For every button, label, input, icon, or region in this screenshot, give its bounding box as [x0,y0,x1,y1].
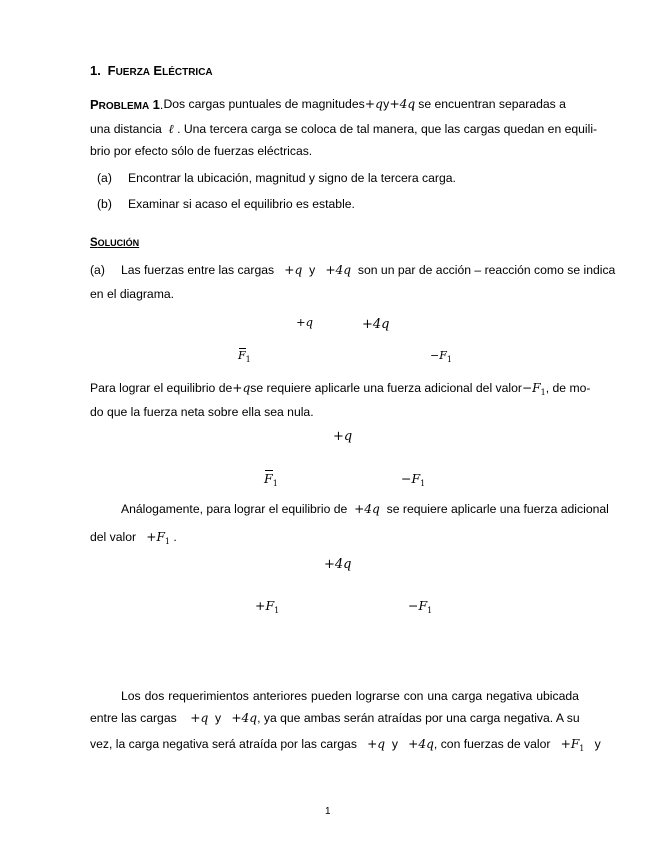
text: , ya que ambas serán atraídas por una carga negativa. A su [257,711,580,725]
text: del valor [90,530,137,544]
text: . Una tercera carga se coloca de tal manera, que las cargas quedan en equili- [177,122,598,136]
section-title [90,63,213,78]
d2-charge: +q [333,429,353,444]
paragraph-3-line-2 [90,530,177,546]
d1-charge-left: +q [296,315,313,329]
force-symbol: −F [401,471,421,486]
problem-number: 1 [152,97,160,112]
force-symbol: −F [521,381,541,395]
problem-line-2 [90,122,597,137]
paragraph-3-line-1 [121,502,609,516]
text: do que la fuerza neta sobre ella sea nula. [90,405,314,419]
force-symbol: +F [560,737,580,751]
subscript: 1 [272,479,278,488]
text: Dos cargas puntuales de magnitudes [163,97,365,111]
heading-cap: S [90,237,98,249]
item-label: (a) [97,171,112,185]
title-rest: LÉCTRICA [162,67,213,78]
math-charge: +4q [408,737,434,751]
text: Los dos requerimientos anteriores pueden lograrse con una carga negativa ubicada [121,689,579,703]
problem-line-3 [90,144,312,158]
force-symbol: −F [430,349,447,362]
subscript: 1 [540,388,546,397]
solution-a-line-1: (a) Las fuerzas entre las cargas +q y +4q son un par de acción – reacción como se indica [90,263,616,277]
charge-dot-4q [371,336,375,340]
paragraph-4-line-3: vez, la carga negativa será atraída por las cargas +q y +4q, con fuerzas de valor $+F_1$ y [90,737,601,753]
math-charge: +q [364,97,383,111]
force-symbol: +F [146,530,165,544]
force-symbol: F [238,349,246,362]
subscript: 1 [274,606,280,615]
math-charge: +4q [231,711,258,725]
item-text: Examinar si acaso el equilibrio es estable. [128,197,355,211]
math-charge: +q [367,737,386,751]
d2-force-right [401,471,425,488]
math-charge: +4q [325,263,352,277]
charge-dot-q [300,336,304,340]
text: brio por efecto sólo de fuerzas eléctricas. [90,144,313,158]
heading-rest: OLUCIÓN [97,238,140,248]
math-charge: +q [284,263,303,277]
charge-dot-q [337,455,341,459]
force-symbol: +F [255,598,275,613]
paragraph-4-line-1 [121,689,579,703]
text: entre las cargas [90,711,177,725]
text: Análogamente, para lograr el equilibrio de [121,502,348,516]
text: en el diagrama. [90,287,175,301]
item-label: (b) [97,197,112,211]
text: . [173,530,177,544]
problem-line-1 [90,97,566,112]
d1-charge-right: +4q [362,317,390,332]
math-charge: +q [190,711,209,725]
paragraph-4-line-2: entre las cargas +q y +4q, ya que ambas serán atraídas por una carga negativa. A su [90,711,580,725]
arrow-right [373,335,439,342]
page-number: 1 [325,806,331,817]
d3-force-left [255,598,279,615]
subscript: 1 [579,744,585,753]
text: vez, la carga negativa será atraída por las cargas [90,737,357,751]
force-symbol: −F [408,598,428,613]
text: Las fuerzas entre las cargas [121,263,275,277]
subscript: 1 [446,355,452,364]
math-force [146,530,170,544]
text: Para lograr el equilibrio de [90,381,233,395]
text: , con fuerzas de valor [433,737,551,751]
problem-item-b [97,197,355,211]
subscript: 1 [245,355,251,364]
text: , de mo- [545,381,591,395]
title-letter: E [153,63,163,78]
text: son un par de acción – reacción como se indica [357,263,616,277]
text: se requiere aplicarle una fuerza adicional [386,502,609,516]
math-ell: ℓ [168,122,174,136]
text: una distancia [90,122,162,136]
text: y [594,737,601,751]
text: y [383,97,390,111]
solution-a-line-2 [90,287,174,301]
d3-force-right [408,598,432,615]
problem-label-cap: P [90,97,99,112]
paragraph-2-line-1 [90,381,591,397]
problem-label: PROBLEMA 1. [90,97,164,112]
arrow-left [237,335,302,342]
text: se requiere aplicarle una fuerza adicional del valor [250,381,522,395]
item-text: Encontrar la ubicación, magnitud y signo de la tercera carga. [128,171,456,185]
item-label: (a) [90,263,105,277]
section-number: 1. [90,63,101,78]
d3-charge: +4q [324,557,352,572]
subscript: 1 [420,479,426,488]
math-charge: +q [232,381,251,395]
math-force [561,737,585,751]
d2-force-left [264,471,278,488]
subscript: 1 [427,606,433,615]
d1-force-right [430,349,452,364]
solution-heading [90,235,139,249]
charge-dot-4q [337,580,341,584]
subscript: 1 [164,537,171,546]
math-force [522,381,590,397]
problem-item-a [97,171,456,185]
math-charge: +4q [389,97,416,111]
d1-force-left [238,349,251,364]
title-rest: UERZA [115,67,151,78]
math-charge: +4q [354,502,380,516]
title-letter: F [107,63,116,78]
force-symbol: F [264,471,273,486]
text: , se encuentran separadas a [411,97,566,111]
problem-label-rest: ROBLEMA [98,101,150,112]
paragraph-2-line-2 [90,405,314,419]
